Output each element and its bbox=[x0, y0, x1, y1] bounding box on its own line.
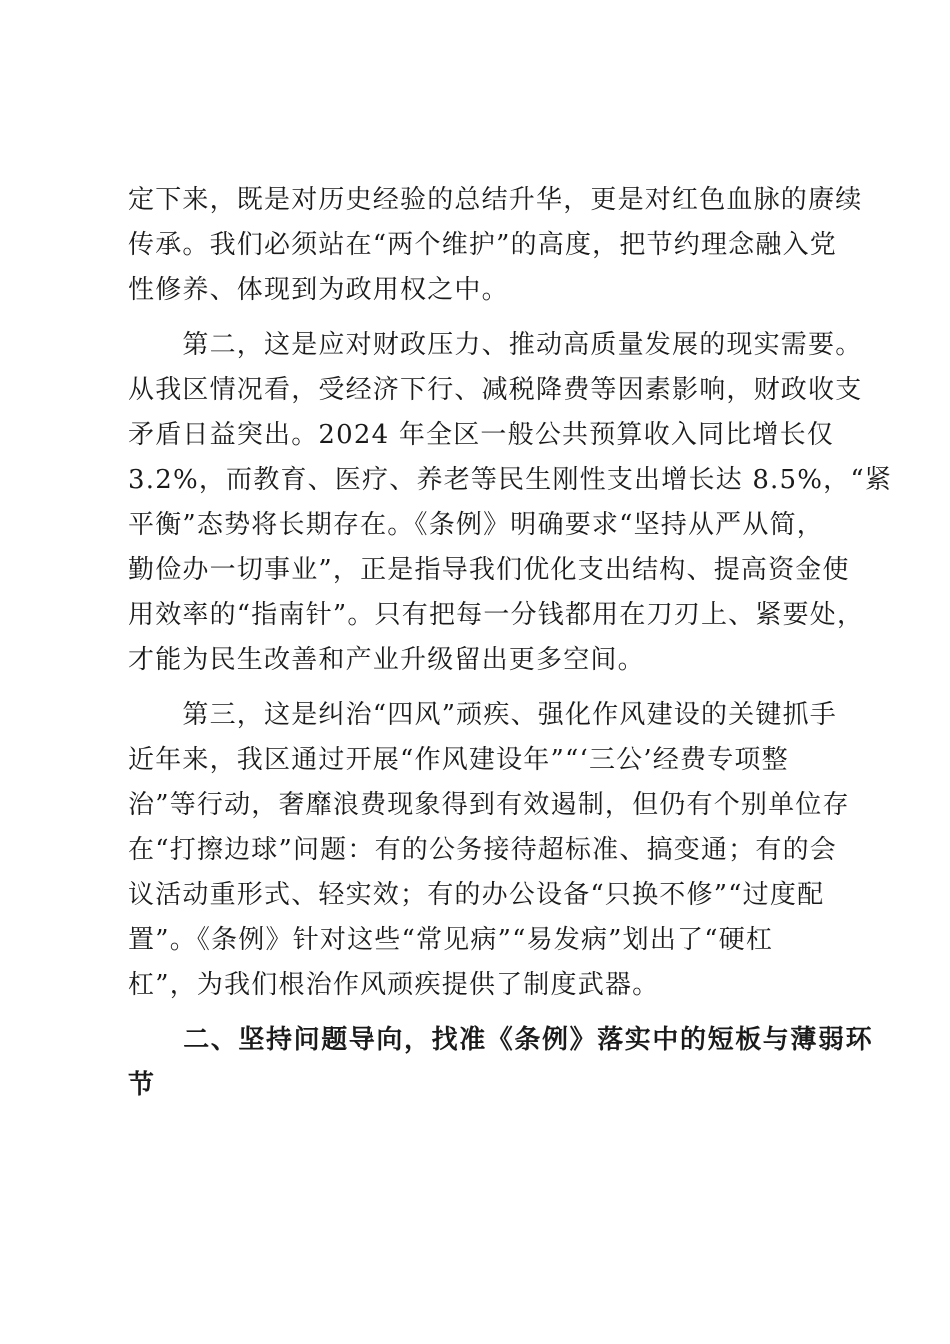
text-line: 矛盾日益突出。2024 年全区一般公共预算收入同比增长仅 bbox=[128, 420, 835, 450]
text-line: 从我区情况看，受经济下行、减税降费等因素影响，财政收支 bbox=[128, 375, 863, 405]
section-heading bbox=[128, 1018, 874, 1108]
paragraph-point-three bbox=[128, 693, 850, 1008]
text-line: 在“打擦边球”问题：有的公务接待超标准、搞变通；有的会 bbox=[128, 835, 837, 865]
text-line: 传承。我们必须站在“两个维护”的高度，把节约理念融入党 bbox=[128, 230, 837, 260]
text-line: 3.2%，而教育、医疗、养老等民生刚性支出增长达 8.5%，“紧 bbox=[128, 465, 893, 495]
text-line: 第三，这是纠治“四风”顽疾、强化作风建设的关键抓手 bbox=[128, 700, 837, 730]
text-line: 近年来，我区通过开展“作风建设年”“‘三公’经费专项整 bbox=[128, 745, 789, 775]
text-line: 才能为民生改善和产业升级留出更多空间。 bbox=[128, 645, 645, 675]
text-line: 杠”，为我们根治作风顽疾提供了制度武器。 bbox=[128, 970, 660, 1000]
text-line: 定下来，既是对历史经验的总结升华，更是对红色血脉的赓续 bbox=[128, 185, 863, 215]
text-line: 平衡”态势将长期存在。《条例》明确要求“坚持从严从简， bbox=[128, 510, 824, 540]
heading-line: 节 bbox=[128, 1070, 156, 1100]
text-line: 用效率的“指南针”。只有把每一分钱都用在刀刃上、紧要处， bbox=[128, 600, 865, 630]
text-line: 置”。《条例》针对这些“常见病”“易发病”划出了“硬杠 bbox=[128, 925, 774, 955]
paragraph-continuation bbox=[128, 178, 863, 313]
text-line: 勤俭办一切事业”，正是指导我们优化支出结构、提高资金使 bbox=[128, 555, 850, 585]
text-line: 治”等行动，奢靡浪费现象得到有效遏制，但仍有个别单位存 bbox=[128, 790, 850, 820]
text-line: 议活动重形式、轻实效；有的办公设备“只换不修”“过度配 bbox=[128, 880, 825, 910]
heading-line: 二、坚持问题导向，找准《条例》落实中的短板与薄弱环 bbox=[128, 1025, 874, 1055]
document-body bbox=[128, 178, 893, 1108]
text-line: 第二，这是应对财政压力、推动高质量发展的现实需要。 bbox=[128, 330, 863, 360]
text-line: 性修养、体现到为政用权之中。 bbox=[128, 275, 509, 305]
paragraph-point-two bbox=[128, 323, 893, 683]
